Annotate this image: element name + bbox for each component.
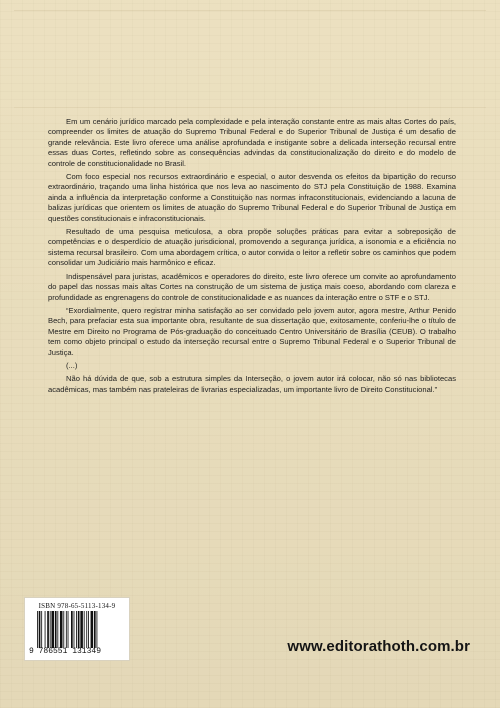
publisher-url: www.editorathoth.com.br: [287, 638, 470, 655]
synopsis-paragraph-1: Em um cenário jurídico marcado pela complexidade e pela interação constante entre as mais altas Cortes do país, compreender os limites de atuação do Supremo Tribunal Federal e do Superior Tribunal de Justiça é um desafio de grande relevância. Este livro oferece uma análise aprofundada e instigante sobre a delicada interseção recursal entre essas duas Cortes, refletindo sobre as consequências advindas da constitucionalização do direito e do modelo de controle de constitucionalidade no Brasil.: [48, 117, 456, 168]
barcode-stripe: [55, 611, 57, 648]
barcode-box: [24, 597, 130, 661]
barcode-stripe: [88, 611, 89, 648]
barcode-stripe: [60, 611, 63, 648]
barcode-stripe: [80, 611, 83, 648]
barcode-stripe: [71, 611, 73, 648]
synopsis-paragraph-4: Indispensável para juristas, acadêmicos e operadores do direito, este livro oferece um convite ao aprofundamento do papel das nossas mais altas Cortes na construção de um sistema de justiça mais coeso, abordando com clareza e profundidade as engrenagens do controle de constitucionalidade e as nuances da interação entre o STF e o STJ.: [48, 271, 456, 302]
barcode-bars: [36, 611, 120, 648]
barcode-stripe: [91, 611, 94, 648]
barcode-stripe: [74, 611, 75, 648]
barcode-stripe: [66, 611, 67, 648]
preface-quote-closing: Não há dúvida de que, sob a estrutura simples da Interseção, o jovem autor irá colocar, não só nas bibliotecas acadêmicas, mas também nas prateleiras de livrarias especializadas, um importante livro de Direito Constitucional.”: [48, 374, 456, 394]
barcode-stripe: [86, 611, 87, 648]
barcode-stripe: [39, 611, 41, 648]
preface-quote-paragraph: “Exordialmente, quero registrar minha satisfação ao ser convidado pelo jovem autor, agora mestre, Arthur Penido Bech, para prefaciar esta sua importante obra, resultante de sua dissertação que, exitosamente, conferiu-lhe o título de Mestre em Direito no Programa de Pós-graduação do conceituado Centro Universitário de Brasília (CEUB). O trabalho tem como objeto principal o estudo da interseção recursal entre o Supremo Tribunal Federal e o Superior Tribunal de Justiça.: [48, 305, 456, 357]
isbn-label: ISBN 978-65-5113-134-9: [38, 602, 116, 610]
barcode-stripe: [47, 611, 49, 648]
barcode-stripe: [78, 611, 80, 648]
barcode-stripe: [68, 611, 69, 648]
barcode-stripe: [37, 611, 38, 648]
synopsis-paragraph-3: Resultado de uma pesquisa meticulosa, a obra propõe soluções práticas para evitar a sobreposição de competências e o desperdício de atuação jurisdicional, promovendo a segurança jurídica, a isonomia e a eficiência no sistema recursal brasileiro. Com uma abordagem crítica, o autor convida o leitor a refletir sobre os caminhos que podem consolidar um Judiciário mais harmônico e eficaz.: [48, 227, 456, 268]
quote-ellipsis: (...): [66, 360, 78, 370]
barcode-stripe: [97, 611, 98, 648]
barcode-stripe: [84, 611, 85, 648]
barcode-stripe: [57, 611, 58, 648]
barcode-stripe: [63, 611, 64, 648]
barcode-stripe: [94, 611, 96, 648]
synopsis-text: [48, 117, 456, 398]
barcode-stripe: [50, 611, 51, 648]
barcode-stripe: [76, 611, 77, 648]
barcode-stripe: [45, 611, 46, 648]
background-texture: [14, 10, 486, 108]
barcode-stripe: [41, 611, 42, 648]
barcode-digits: 9 786551 131349: [29, 647, 102, 656]
barcode-stripe: [51, 611, 54, 648]
synopsis-paragraph-2: Com foco especial nos recursos extraordinário e especial, o autor desvenda os efeitos da bipartição do recurso extraordinário, traçando uma linha histórica que nos leva ao nascimento do STJ pela Constituição de 1988. Examina ainda a influência da interpretação conforme a Constituição nas normas infraconstitucionais, evidenciando a lacuna de balizas jurídicas que orientem os limites de atuação do Supremo Tribunal Federal e do Superior Tribunal de Justiça em questões constitucionais e infraconstitucionais.: [48, 172, 456, 223]
